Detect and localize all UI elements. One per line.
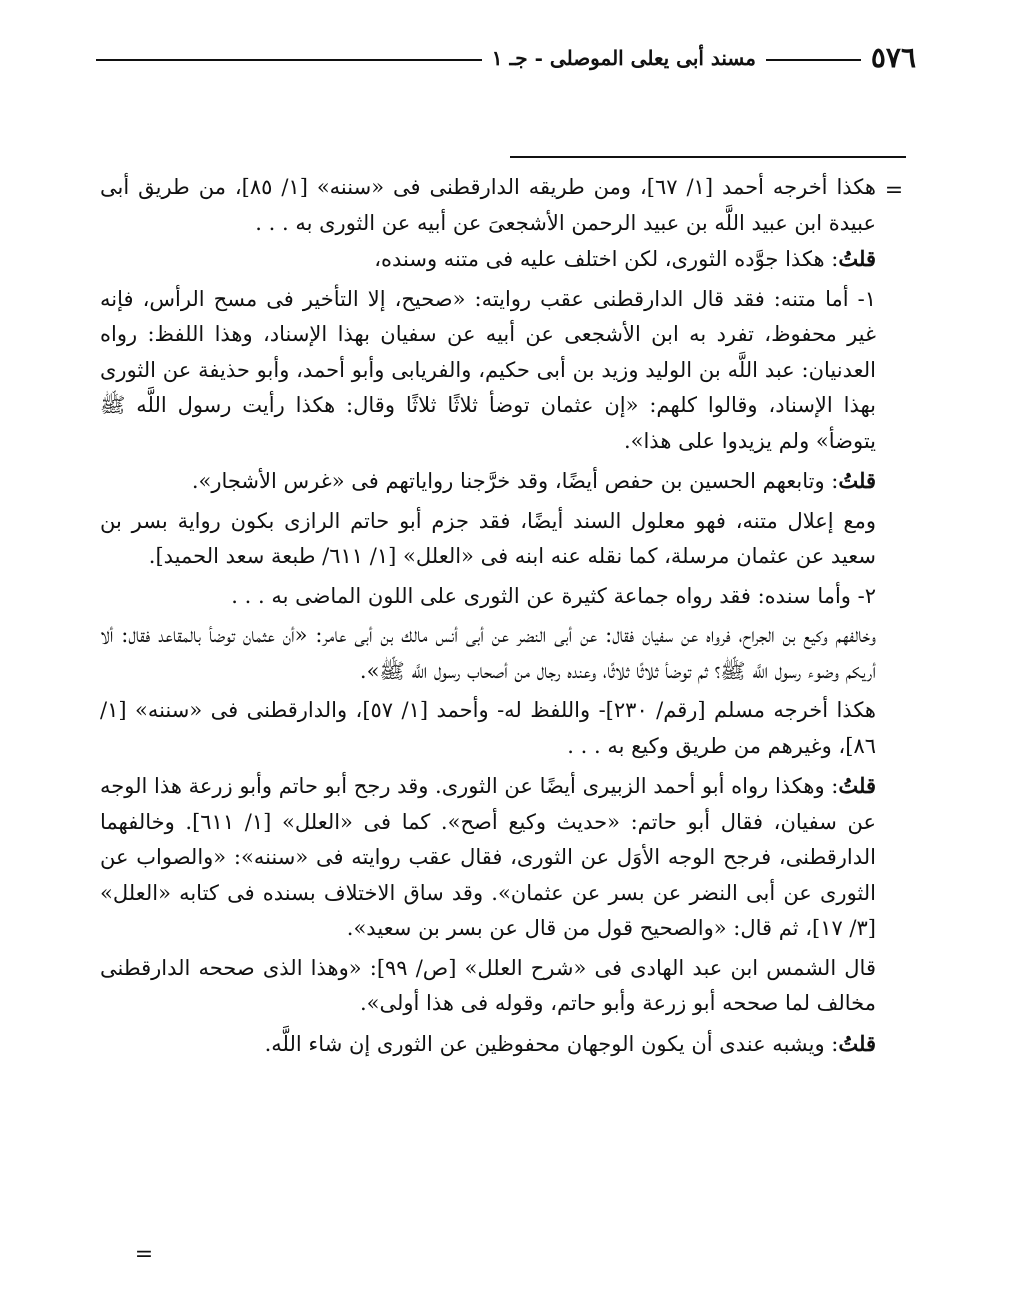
continuation-mark-top: =: [884, 178, 904, 203]
paragraph-8: [100, 693, 876, 764]
paragraph-7-text: وخالفهم وكيع بن الجراح، فرواه عن سفيان فقال: عن أبى النضر عن أبى أنس مالك بن أبى عامر: «أن عثمان توضأ بالمقاعد فقال: ألا أريكم وضوء رسول اللَّه ﷺ؟ ثم توضأ ثلاثًا ثلاثًا، وعنده رجال من أصحاب رسول اللَّه ﷺ».: [100, 623, 876, 683]
paragraph-7: [100, 618, 876, 689]
paragraph-2: [100, 241, 876, 278]
paragraph-5-text: ومع إعلال متنه، فهو معلول السند أيضًا، فقد جزم أبو حاتم الرازى بكون رواية بسر بن سعيد عن عثمان مرسلة، كما نقله عنه ابنه فى «العلل» [١/ ٦١١/ طبعة سعد الحميد].: [100, 508, 876, 568]
paragraph-5: [100, 504, 876, 575]
page-number: ٥٧٦: [861, 38, 916, 78]
paragraph-2-text: : هكذا جوَّده الثورى، لكن اختلف عليه فى متنه وسنده،: [374, 247, 839, 271]
continuation-mark-bottom: =: [134, 1242, 154, 1267]
footnote-separator: [510, 156, 906, 158]
paragraph-3-text: ١- أما متنه: فقد قال الدارقطنى عقب روايته: «صحيح، إلا التأخير فى مسح الرأس، فإنه غير محفوظ، تفرد به ابن الأشجعى عن أبيه عن سفيان بهذا الإسناد، وهذا اللفظ: رواه العدنيان: عبد اللَّه بن الوليد وزيد بن أبى حكيم، والفريابى وأبو أحمد، وأبو حذيفة عن الثورى بهذا الإسناد، وقالوا كلهم: «إن عثمان توضأ ثلاثًا ثلاثًا وقال: هكذا رأيت رسول اللَّه ﷺ يتوضأ» ولم يزيدوا على هذا».: [100, 286, 876, 453]
paragraph-1: [100, 170, 876, 241]
paragraph-11-lead: قلتُ: [838, 1030, 876, 1056]
paragraph-2-lead: قلتُ: [838, 246, 876, 271]
paragraph-3: [100, 282, 876, 460]
paragraph-4: [100, 463, 876, 500]
paragraph-9-text: : وهكذا رواه أبو أحمد الزبيرى أيضًا عن الثورى. وقد رجح أبو حاتم وأبو زرعة هذا الوجه عن سفيان، فقال أبو حاتم: «حديث وكيع أصح». كما فى «العلل» [١/ ٦١١]. وخالفهما الدارقطنى، فرجح الوجه الأوَل عن الثورى، فقال عقب روايته فى «سننه»: «والصواب عن الثورى عن أبى النضر عن بسر عن عثمان». وقد ساق الاختلاف بسنده فى كتابه «العلل» [٣/ ١٧]، ثم قال: «والصحيح قول من قال عن بسر بن سعيد».: [100, 774, 876, 940]
paragraph-9-lead: قلتُ: [838, 773, 876, 798]
paragraph-9: [100, 768, 876, 947]
footnote-body: [100, 170, 876, 1066]
paragraph-8-text: هكذا أخرجه مسلم [رقم/ ٢٣٠]- واللفظ له- وأحمد [١/ ٥٧]، والدارقطنى فى «سننه» [١/ ٨٦]، وغيرهم من طريق وكيع به . . .: [100, 698, 876, 758]
paragraph-4-text: : وتابعهم الحسين بن حفص أيضًا، وقد خرَّجنا رواياتهم فى «غرس الأشجار».: [191, 469, 839, 493]
paragraph-11-text: : ويشبه عندى أن يكون الوجهان محفوظين عن الثورى إن شاء اللَّه.: [264, 1031, 839, 1056]
running-header: [96, 38, 916, 78]
paragraph-10: [100, 951, 876, 1022]
paragraph-4-lead: قلتُ: [838, 468, 876, 493]
paragraph-1-text: هكذا أخرجه أحمد [١/ ٦٧]، ومن طريقه الدارقطنى فى «سننه» [١/ ٨٥]، من طريق أبى عبيدة ابن عبيد اللَّه بن عبيد الرحمن الأشجعىَ عن أبيه عن الثورى به . . .: [100, 175, 876, 235]
book-title: مسند أبى يعلى الموصلى - جـ ١: [482, 38, 766, 78]
paragraph-6: [100, 579, 876, 615]
paragraph-10-text: قال الشمس ابن عبد الهادى فى «شرح العلل» [ص/ ٩٩]: «وهذا الذى صححه الدارقطنى مخالف لما صححه أبو زرعة وأبو حاتم، وقوله فى هذا أولى».: [100, 955, 876, 1015]
paragraph-11: [100, 1026, 876, 1063]
paragraph-6-text: ٢- وأما سنده: فقد رواه جماعة كثيرة عن الثورى على اللون الماضى به . . .: [231, 583, 876, 608]
